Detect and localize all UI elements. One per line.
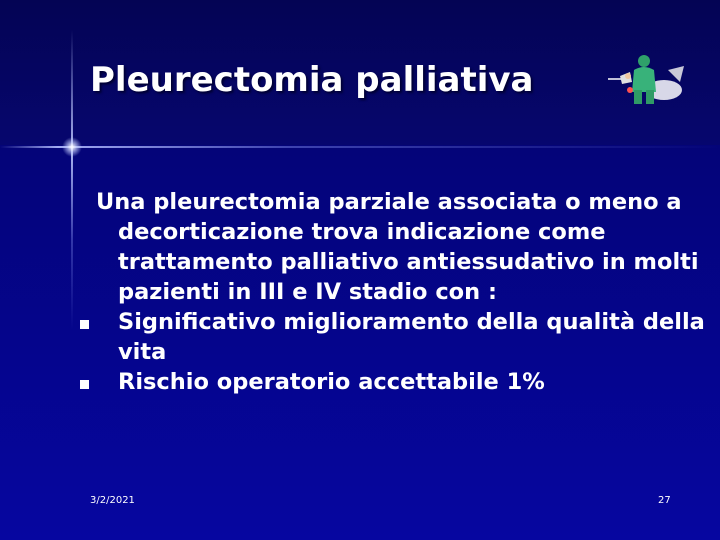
- vertical-light-line: [71, 30, 73, 330]
- slide-body: [96, 187, 706, 397]
- horizontal-light-line: [0, 146, 720, 148]
- bullet-item: [96, 307, 706, 367]
- surgeon-clipart-icon: [606, 52, 686, 107]
- bullet-item: [96, 367, 706, 397]
- square-bullet-icon: [80, 380, 89, 389]
- slide-title: Pleurectomia palliativa: [90, 60, 534, 100]
- page-number: 27: [658, 495, 671, 506]
- bullet-text: Significativo miglioramento della qualità della vita: [118, 309, 705, 365]
- intro-paragraph: Una pleurectomia parziale associata o meno a decorticazione trova indicazione come trattamento palliativo antiessudativo in molti pazienti in III e IV stadio con :: [96, 189, 699, 305]
- bullet-text: Rischio operatorio accettabile 1%: [118, 369, 545, 395]
- footer-date: 3/2/2021: [90, 495, 135, 506]
- square-bullet-icon: [80, 320, 89, 329]
- light-flare: [62, 137, 82, 157]
